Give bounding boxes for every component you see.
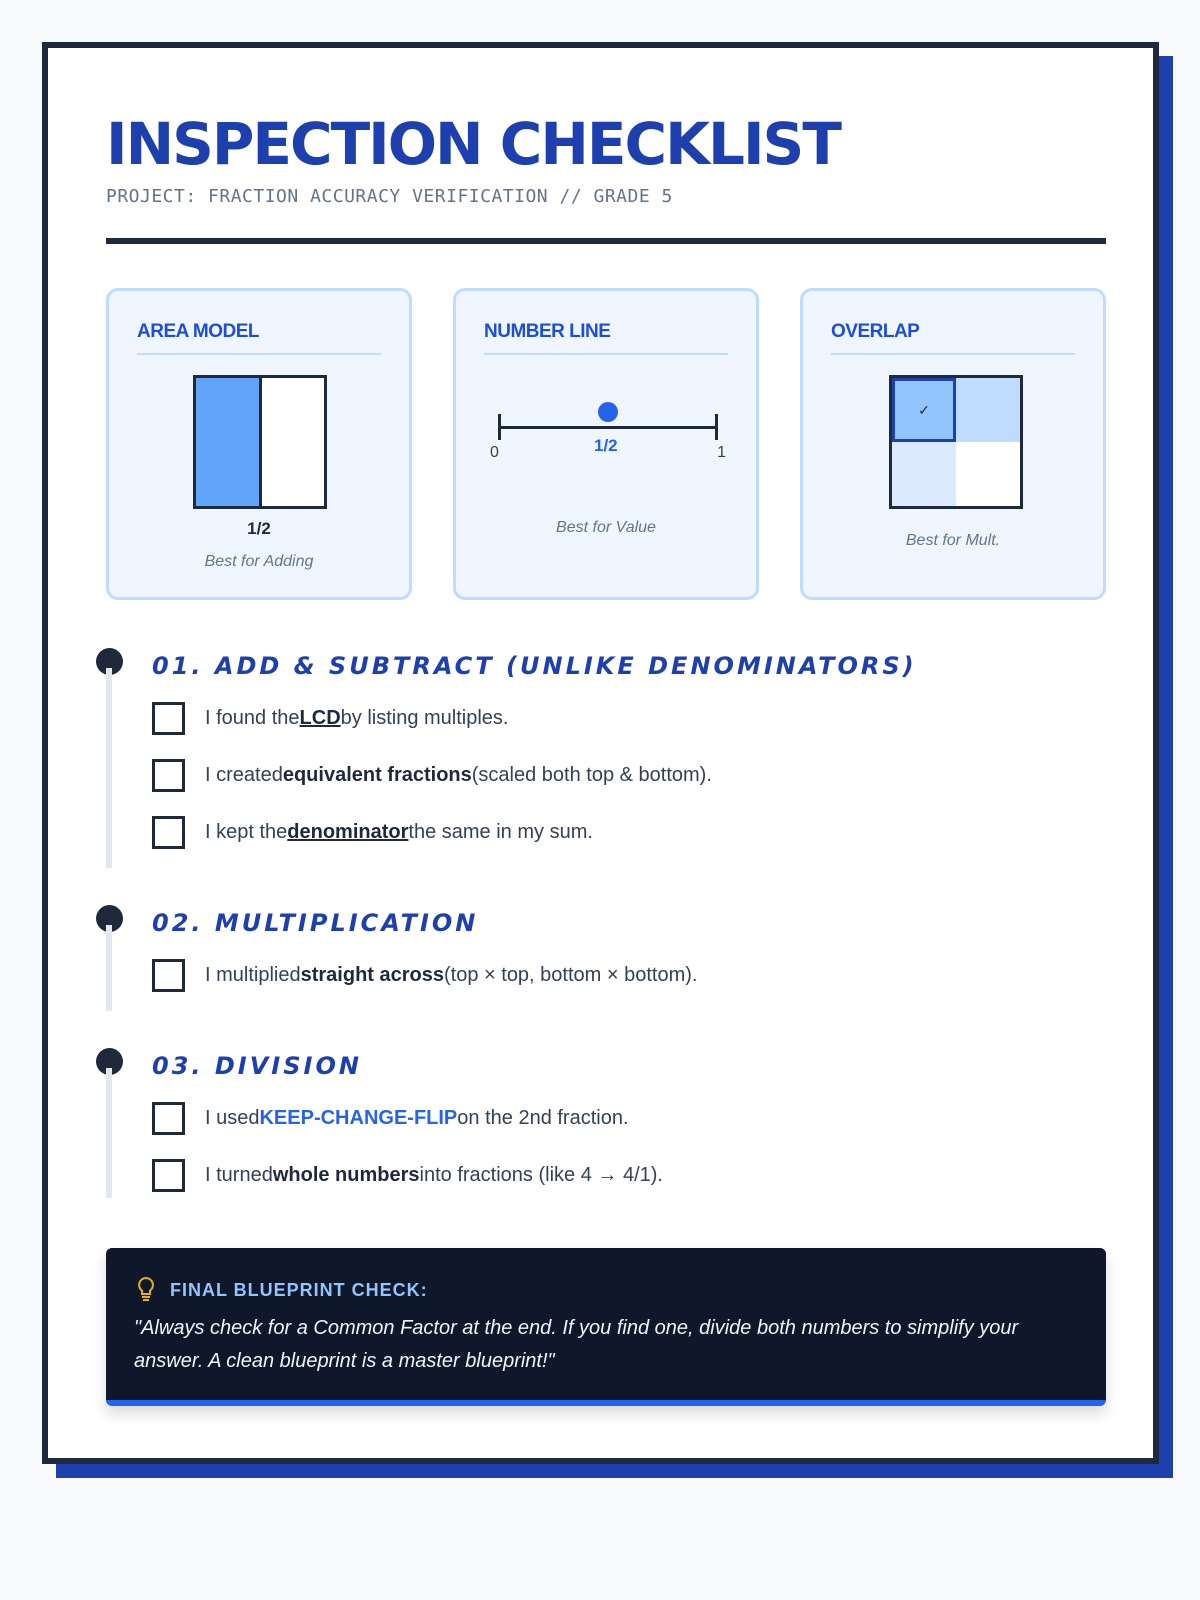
tick-start <box>498 414 501 440</box>
panel-area-model <box>106 288 412 600</box>
section-heading: 02. MULTIPLICATION <box>152 909 479 937</box>
label-point: 1/2 <box>594 436 618 455</box>
checkbox[interactable] <box>152 816 185 849</box>
panel-caption: Best for Mult. <box>905 532 1001 549</box>
page-title: INSPECTION CHECKLIST <box>106 110 840 178</box>
item-text: into fractions (like 4 → 4/1). <box>419 1164 663 1186</box>
point-marker <box>598 402 618 422</box>
shaded-half <box>196 378 262 506</box>
area-model-diagram <box>193 375 327 509</box>
checkbox[interactable] <box>152 702 185 735</box>
item-emphasis: equivalent fractions <box>282 764 472 786</box>
item-text: (scaled both top & bottom). <box>471 764 712 786</box>
panel-title: NUMBER LINE <box>484 321 611 342</box>
item-text: on the 2nd fraction. <box>457 1107 629 1129</box>
final-check-callout <box>106 1248 1106 1406</box>
row-cell <box>956 378 1020 442</box>
checkbox[interactable] <box>152 1159 185 1192</box>
checkbox[interactable] <box>152 1102 185 1135</box>
overlap-cell: ✓ <box>892 378 956 442</box>
label-start: 0 <box>490 444 499 461</box>
item-text: I found the <box>205 707 300 729</box>
item-emphasis: KEEP-CHANGE-FLIP <box>259 1107 458 1129</box>
section-heading: 01. ADD & SUBTRACT (UNLIKE DENOMINATORS) <box>152 652 917 680</box>
tick-end <box>715 414 718 440</box>
item-text: I multiplied <box>205 964 301 986</box>
item-text: I turned <box>205 1164 273 1186</box>
overlap-diagram <box>889 375 1023 509</box>
checklist-card <box>42 42 1159 1464</box>
checklist-item[interactable] <box>152 1102 629 1135</box>
item-emphasis: straight across <box>300 964 444 986</box>
panel-caption: Best for Value <box>556 519 656 536</box>
item-text: by listing multiples. <box>340 707 509 729</box>
item-text: the same in my sum. <box>408 821 593 843</box>
checklist-item[interactable] <box>152 1159 663 1192</box>
checkbox[interactable] <box>152 959 185 992</box>
panel-number-line <box>453 288 759 600</box>
col-cell <box>892 442 956 506</box>
checkbox[interactable] <box>152 759 185 792</box>
section-line <box>106 925 112 1011</box>
empty-cell <box>956 442 1020 506</box>
item-text: I used <box>205 1107 260 1129</box>
panel-rule <box>484 353 728 355</box>
section-line <box>106 668 112 868</box>
panel-title: OVERLAP <box>831 321 920 342</box>
item-text: I created <box>205 764 283 786</box>
item-emphasis: whole numbers <box>272 1164 420 1186</box>
checklist-item[interactable] <box>152 959 697 992</box>
lightbulb-icon <box>136 1276 156 1302</box>
checklist-item[interactable] <box>152 759 712 792</box>
checklist-item[interactable] <box>152 702 508 735</box>
callout-title: FINAL BLUEPRINT CHECK: <box>170 1280 428 1300</box>
panel-title: AREA MODEL <box>137 321 260 342</box>
item-emphasis: denominator <box>287 821 409 843</box>
checklist-item[interactable] <box>152 816 593 849</box>
number-line <box>490 426 726 461</box>
callout-quote: "Always check for a Common Factor at the end. If you find one, divide both numbers to simplify your answer. A clean blueprint is a master blueprint!" <box>134 1317 1019 1372</box>
item-emphasis: LCD <box>299 707 341 729</box>
unshaded-half <box>262 378 325 506</box>
page-subtitle: PROJECT: FRACTION ACCURACY VERIFICATION // GRADE 5 <box>106 186 673 207</box>
header-divider <box>106 238 1106 244</box>
item-text: (top × top, bottom × bottom). <box>444 964 698 986</box>
panel-rule <box>137 353 381 355</box>
label-end: 1 <box>717 444 726 461</box>
area-fraction: 1/2 <box>247 519 271 538</box>
item-text: I kept the <box>205 821 288 843</box>
section-heading: 03. DIVISION <box>152 1052 362 1080</box>
panel-rule <box>831 353 1075 355</box>
panel-caption: Best for Adding <box>204 553 314 570</box>
panel-overlap <box>800 288 1106 600</box>
section-line <box>106 1068 112 1198</box>
